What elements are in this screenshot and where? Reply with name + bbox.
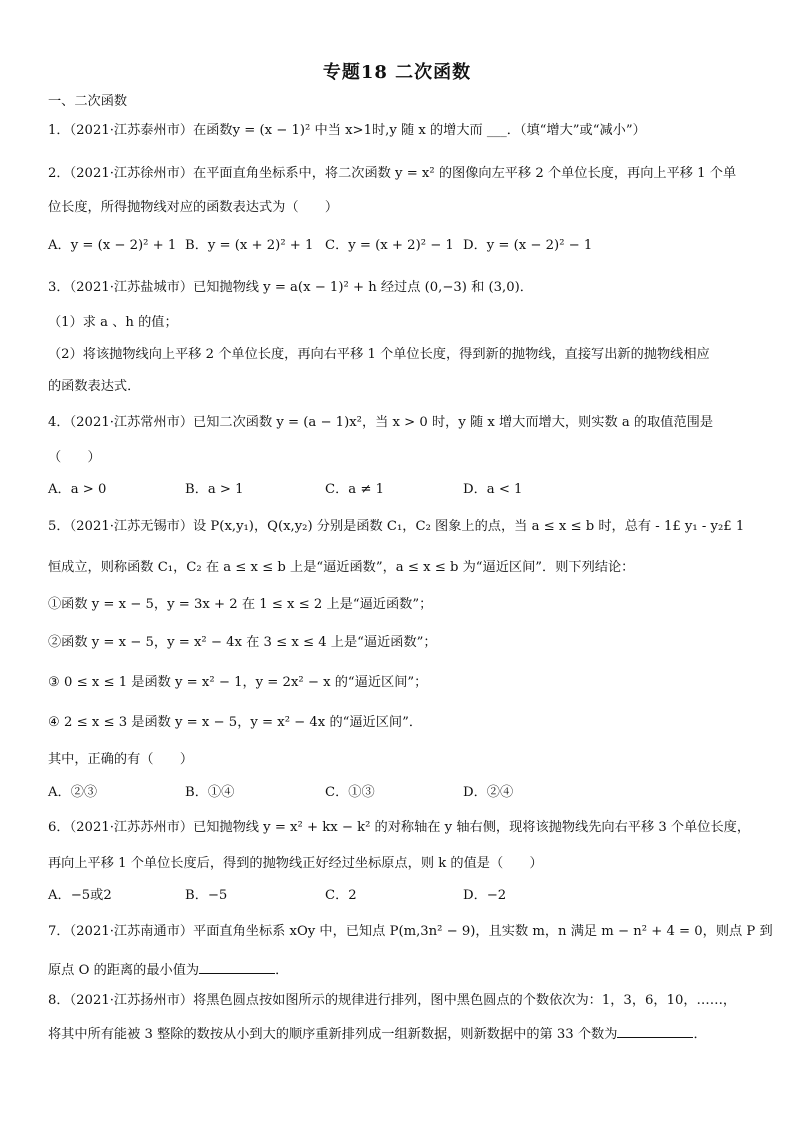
question-3-line-1: 3．（2021·江苏盐城市）已知抛物线 y = a(x − 1)² + h 经过点 (0,−3) 和 (3,0)． <box>48 280 533 295</box>
q5-option-a: A．②③ <box>48 785 98 800</box>
question-5-line-1: 5．（2021·江苏无锡市）设 P(x,y₁)，Q(x,y₂) 分别是函数 C₁，C₂ 图象上的点，当 a ≤ x ≤ b 时，总有 - 1£ y₁ - y₂£ 1 <box>48 519 745 534</box>
question-2-line-1: 2．（2021·江苏徐州市）在平面直角坐标系中，将二次函数 y = x² 的图像向左平移 2 个单位长度，再向上平移 1 个单 <box>48 166 737 181</box>
question-4-line-1: 4．（2021·江苏常州市）已知二次函数 y = (a − 1)x²，当 x > 0 时，y 随 x 增大而增大，则实数 a 的取值范围是 <box>48 415 714 430</box>
q5-option-c: C．①③ <box>325 785 375 800</box>
question-1: 1．（2021·江苏泰州市）在函数y = (x − 1)² 中当 x>1时,y 随 x 的增大而 ___．（填“增大”或“减小”） <box>48 123 646 138</box>
question-3-part-1: （1）求 a 、h 的值； <box>48 315 178 330</box>
q5-option-b: B．①④ <box>185 785 235 800</box>
q6-option-a: A．−5或2 <box>48 888 112 903</box>
q4-option-d: D．a < 1 <box>463 482 523 497</box>
q4-option-a: A．a > 0 <box>48 482 107 497</box>
q5-statement-3: ③ 0 ≤ x ≤ 1 是函数 y = x² − 1，y = 2x² − x 的“逼近区间”； <box>48 675 428 690</box>
q2-option-b: B．y = (x + 2)² + 1 <box>185 238 314 253</box>
question-3-part-2: （2）将该抛物线向上平移 2 个单位长度，再向右平移 1 个单位长度，得到新的抛物线，直接写出新的抛物线相应 <box>48 347 710 362</box>
question-7-line-1: 7．（2021·江苏南通市）平面直角坐标系 xOy 中，已知点 P(m,3n² − 9)，且实数 m，n 满足 m − n² + 4 = 0，则点 P 到 <box>48 924 773 939</box>
question-5-line-2: 恒成立，则称函数 C₁，C₂ 在 a ≤ x ≤ b 上是“逼近函数”，a ≤ x ≤ b 为“逼近区间”．则下列结论： <box>48 560 635 575</box>
q5-statement-2: ②函数 y = x − 5，y = x² − 4x 在 3 ≤ x ≤ 4 上是“逼近函数”； <box>48 635 437 650</box>
q2-option-d: D．y = (x − 2)² − 1 <box>463 238 593 253</box>
q6-option-b: B．−5 <box>185 888 228 903</box>
q4-option-c: C．a ≠ 1 <box>325 482 384 497</box>
q8-answer-blank[interactable] <box>617 1023 693 1038</box>
q8-text: 将其中所有能被 3 整除的数按从小到大的顺序重新排列成一组新数据，则新数据中的第 33 个数为 <box>48 1027 618 1042</box>
q7-text: 原点 O 的距离的最小值为 <box>48 963 200 978</box>
question-6-line-2: 再向上平移 1 个单位长度后，得到的抛物线正好经过坐标原点，则 k 的值是（ ） <box>48 856 543 871</box>
q7-period: ． <box>275 963 289 978</box>
page-title: 专题18 二次函数 <box>322 62 472 83</box>
q8-period: ． <box>693 1027 707 1042</box>
q2-option-c: C．y = (x + 2)² − 1 <box>325 238 454 253</box>
q4-option-b: B．a > 1 <box>185 482 244 497</box>
q5-statement-4: ④ 2 ≤ x ≤ 3 是函数 y = x − 5，y = x² − 4x 的“逼近区间”． <box>48 715 423 730</box>
question-4-line-2: （ ） <box>48 450 101 465</box>
question-8-line-1: 8．（2021·江苏扬州市）将黑色圆点按如图所示的规律进行排列，图中黑色圆点的个数依次为：1，3，6，10，……， <box>48 993 737 1008</box>
q5-option-d: D．②④ <box>463 785 514 800</box>
question-7-line-2 <box>48 959 288 981</box>
question-5-line-3: 其中，正确的有（ ） <box>48 752 194 767</box>
section-heading: 一、二次函数 <box>48 94 128 109</box>
question-2-line-2: 位长度，所得抛物线对应的函数表达式为（ ） <box>48 200 339 215</box>
q6-option-c: C．2 <box>325 888 357 903</box>
q7-answer-blank[interactable] <box>199 959 275 974</box>
question-3-line-4: 的函数表达式． <box>48 379 141 394</box>
q6-option-d: D．−2 <box>463 888 507 903</box>
q2-option-a: A．y = (x − 2)² + 1 <box>48 238 177 253</box>
q5-statement-1: ①函数 y = x − 5，y = 3x + 2 在 1 ≤ x ≤ 2 上是“逼近函数”； <box>48 597 433 612</box>
question-8-line-2 <box>48 1023 707 1045</box>
question-6-line-1: 6．（2021·江苏苏州市）已知抛物线 y = x² + kx − k² 的对称轴在 y 轴右侧，现将该抛物线先向右平移 3 个单位长度， <box>48 820 751 835</box>
